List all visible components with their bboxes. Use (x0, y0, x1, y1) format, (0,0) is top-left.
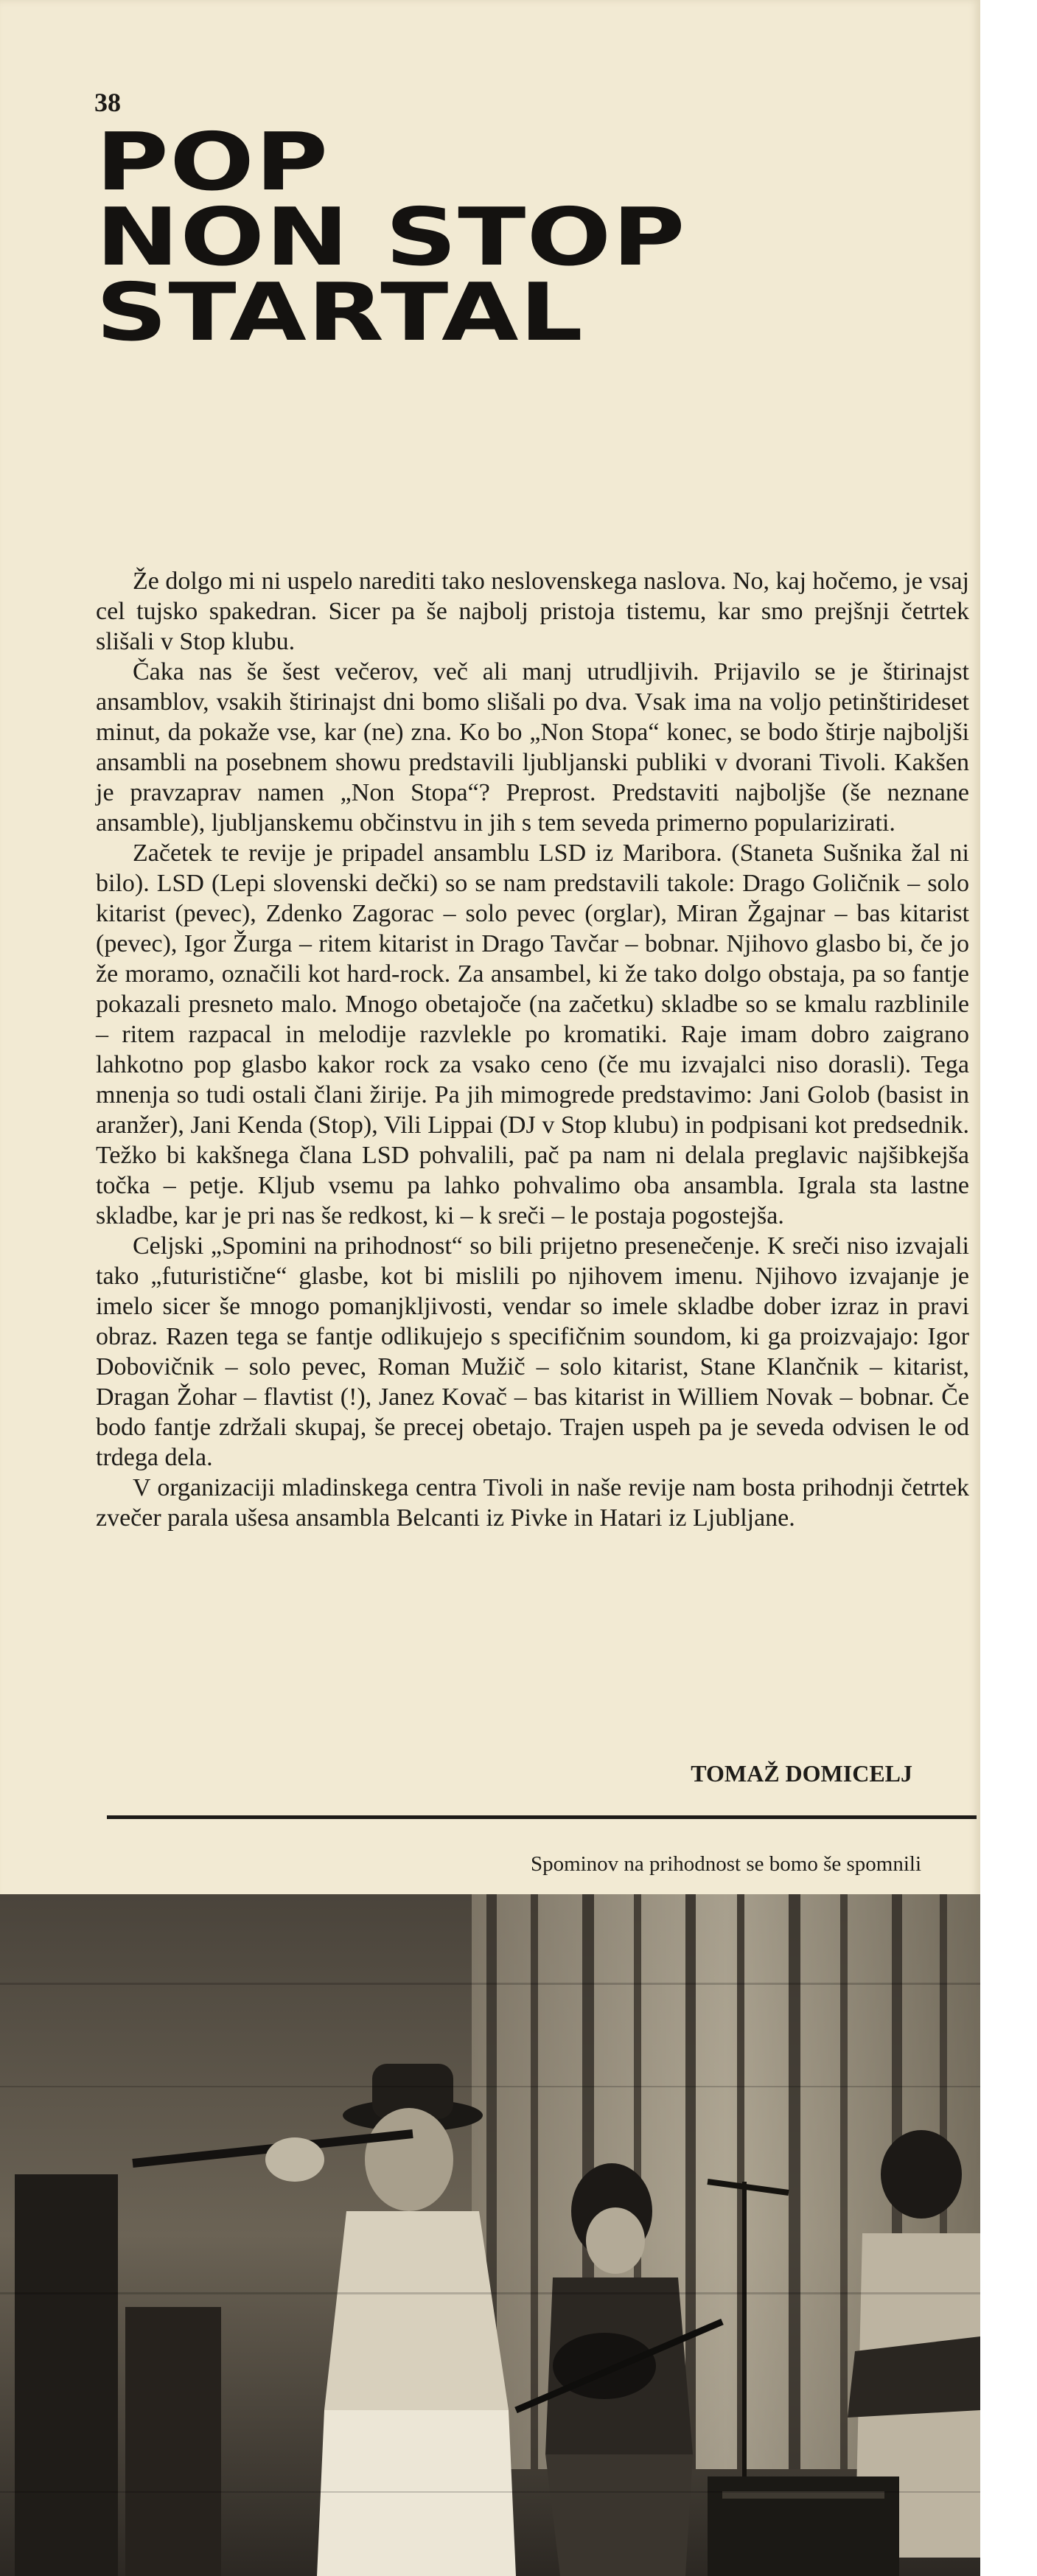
headline (96, 116, 686, 359)
article-body (96, 566, 969, 1533)
headline-line-1: POP (96, 116, 329, 209)
headline-line-3: STARTAL (96, 267, 584, 359)
article-paragraph-3: Začetek te revije je pripadel ansamblu LSD iz Maribora. (Staneta Sušnika žal ni bilo). LSD (Lepi slovenski dečki) so se nam predstavili takole: Drago Goličnik – solo kitarist (pevec), Zdenko Zagorac – solo pevec (orglar), Miran Žgajnar – bas kitarist (pevec), Igor Žurga – ritem kitarist in Drago Tavčar – bobnar. Njihovo glasbo bi, če jo že moramo, označili kot hard-rock. Za ansambel, ki že tako dolgo obstaja, pa so fantje pokazali presneto malo. Mnogo obetajoče (na začetku) skladbe so se kmalu razblinile – ritem razpacal in melodije razvlekle po kromatiki. Raje imam dobro zaigrano lahkotno pop glasbo kakor rock za vsako ceno (če mu izvajalci niso dorasli). Tega mnenja so tudi ostali člani žirije. Pa jih mimogrede predstavimo: Jani Golob (basist in aranžer), Jani Kenda (Stop), Vili Lippai (DJ v Stop klubu) in podpisani kot predsednik. Težko bi kakšnega člana LSD pohvalili, pač pa nam ni delala preglavic najšibkejša točka – petje. Kljub vsemu pa lahko pohvalimo oba ansambla. Igrala sta lastne skladbe, kar je pri nas še redkost, ki – k sreči – le postaja pogostejša. (96, 840, 969, 1229)
article-paragraph-1: Že dolgo mi ni uspelo narediti tako neslovenskega naslova. No, kaj hočemo, je vsaj cel tujsko spakedran. Sicer pa še najbolj pristoja tistemu, kar smo prejšnji četrtek slišali v Stop klubu. (96, 568, 969, 655)
page-number: 38 (94, 88, 121, 117)
headline-line-2: NON STOP (96, 192, 686, 284)
photo-caption: Spominov na prihodnost se bomo še spomnili (530, 1852, 921, 1876)
article-paragraph-4: Celjski „Spomini na prihodnost“ so bili prijetno presenečenje. K sreči niso izvajali tako „futuristične“ glasbe, kot bi mislili po njihovem imenu. Njihovo izvajanje je imelo sicer še mnogo pomanjkljivosti, vendar so imele skladbe dober izraz in pravi obraz. Razen tega se fantje odlikujejo s specifičnim soundom, ki ga proizvajajo: Igor Dobovičnik – solo pevec, Roman Mužič – solo kitarist, Stane Klančnik – kitarist, Dragan Žohar – flavtist (!), Janez Kovač – bas kitarist in Williem Novak – bobnar. Če bodo fantje zdržali skupaj, še precej obetajo. Trajen uspeh pa je seveda odvisen le od trdega dela. (96, 1232, 969, 1471)
article-paragraph-5: V organizaciji mladinskega centra Tivoli in naše revije nam bosta prihodnji četrtek zvečer parala ušesa ansambla Belcanti iz Pivke in Hatari iz Ljubljane. (96, 1474, 969, 1532)
divider-rule (107, 1815, 977, 1819)
author-byline: TOMAŽ DOMICELJ (691, 1760, 912, 1787)
band-photo-image (0, 1894, 980, 2576)
article-paragraph-2: Čaka nas še šest večerov, več ali manj utrudljivih. Prijavilo se je štirinajst ansamblov, vsakih štirinajst dni bomo slišali po dva. Vsak ima na voljo petinštirideset minut, da pokaže vse, kar (ne) zna. Ko bo „Non Stopa“ konec, se bodo štirje najboljši ansambli na posebnem showu predstavili ljubljanski publiki v dvorani Tivoli. Kakšen je pravzaprav namen „Non Stopa“? Preprost. Predstaviti najboljše (še neznane ansamble), ljubljanskemu občinstvu in jih s tem seveda primerno popularizirati. (96, 658, 969, 837)
band-photo (0, 1894, 980, 2576)
